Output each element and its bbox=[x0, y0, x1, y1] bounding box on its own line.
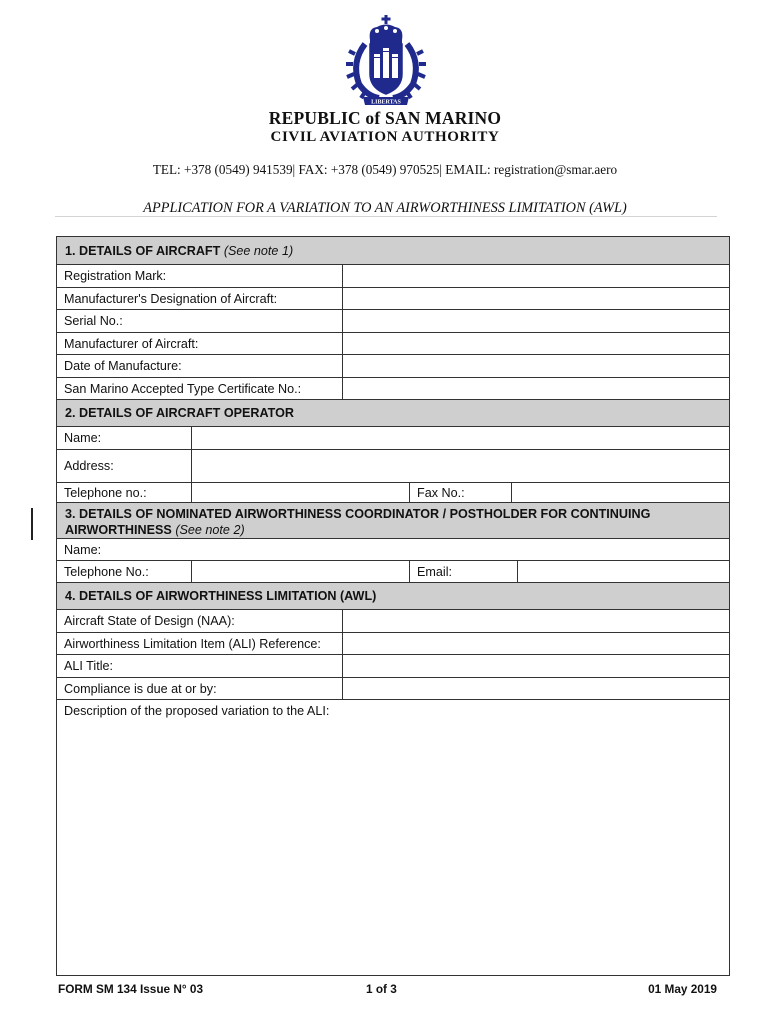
form-row-coordinator-phone-email bbox=[57, 561, 729, 583]
form-row-state-of-design bbox=[57, 610, 729, 633]
coordinator-telephone-field[interactable] bbox=[191, 561, 409, 582]
date-of-manufacture-field[interactable] bbox=[342, 355, 729, 377]
application-form bbox=[56, 236, 730, 976]
manufacturer-field[interactable] bbox=[342, 333, 729, 354]
form-row-ali-reference bbox=[57, 633, 729, 655]
form-row-variation-description bbox=[57, 700, 729, 975]
form-row-registration-mark bbox=[57, 265, 729, 288]
section-1-note: (See note 1) bbox=[223, 243, 294, 258]
form-title: APPLICATION FOR A VARIATION TO AN AIRWORTHINESS LIMITATION (AWL) bbox=[143, 200, 627, 216]
contact-line: TEL: +378 (0549) 941539| FAX: +378 (0549) 970525| EMAIL: registration@smar.aero bbox=[152, 162, 618, 177]
field-label: Telephone No.: bbox=[64, 564, 149, 579]
field-label: Serial No.: bbox=[64, 314, 123, 328]
section-1-title: 1. DETAILS OF AIRCRAFT bbox=[65, 243, 221, 258]
section-3-title-line1: 3. DETAILS OF NOMINATED AIRWORTHINESS COORDINATOR / POSTHOLDER FOR CONTINUING bbox=[65, 507, 651, 521]
form-row-operator-name bbox=[57, 427, 729, 450]
ali-reference-field[interactable] bbox=[342, 633, 729, 654]
coordinator-email-field[interactable] bbox=[517, 561, 729, 582]
form-row-manufacturer bbox=[57, 333, 729, 355]
form-row-serial-no bbox=[57, 310, 729, 333]
ali-title-field[interactable] bbox=[342, 655, 729, 677]
page-title: REPUBLIC of SAN MARINO bbox=[268, 108, 502, 128]
operator-name-field[interactable] bbox=[191, 427, 729, 449]
field-label: Registration Mark: bbox=[64, 269, 167, 283]
field-label: Email: bbox=[409, 561, 517, 582]
field-label: Telephone no.: bbox=[64, 485, 147, 500]
field-label: Date of Manufacture: bbox=[64, 359, 182, 373]
field-label: ALI Title: bbox=[64, 659, 113, 673]
type-certificate-field[interactable] bbox=[342, 378, 729, 399]
serial-no-field[interactable] bbox=[342, 310, 729, 332]
state-of-design-field[interactable] bbox=[342, 610, 729, 632]
title-divider bbox=[55, 216, 717, 217]
page-number: 1 of 3 bbox=[366, 982, 397, 996]
compliance-due-field[interactable] bbox=[342, 678, 729, 699]
form-number: FORM SM 134 Issue N° 03 bbox=[58, 982, 204, 996]
form-row-compliance-due bbox=[57, 678, 729, 700]
form-row-type-certificate bbox=[57, 378, 729, 400]
field-label: Fax No.: bbox=[409, 483, 511, 502]
san-marino-coat-of-arms-icon bbox=[343, 14, 429, 110]
operator-telephone-field[interactable] bbox=[191, 483, 409, 502]
form-row-ali-title bbox=[57, 655, 729, 678]
section-3-note: (See note 2) bbox=[175, 523, 245, 537]
form-row-date-of-manufacture bbox=[57, 355, 729, 378]
operator-fax-field[interactable] bbox=[511, 483, 729, 502]
field-label: Manufacturer's Designation of Aircraft: bbox=[64, 291, 278, 306]
field-label: San Marino Accepted Type Certificate No.: bbox=[64, 381, 302, 396]
manufacturer-designation-field[interactable] bbox=[342, 288, 729, 309]
form-row-operator-address bbox=[57, 450, 729, 483]
field-label: Aircraft State of Design (NAA): bbox=[64, 614, 235, 628]
page-subtitle: CIVIL AVIATION AUTHORITY bbox=[270, 129, 500, 145]
coordinator-name-field[interactable] bbox=[191, 539, 729, 560]
field-label: Address: bbox=[64, 459, 114, 473]
section-2-header bbox=[57, 400, 729, 427]
form-row-manufacturer-designation bbox=[57, 288, 729, 310]
section-3-title-line2: AIRWORTHINESS bbox=[65, 523, 172, 537]
svg-text:LIBERTAS: LIBERTAS bbox=[371, 99, 401, 106]
field-label: Airworthiness Limitation Item (ALI) Reference: bbox=[64, 636, 321, 651]
section-3-header bbox=[57, 503, 729, 539]
section-2-title: 2. DETAILS OF AIRCRAFT OPERATOR bbox=[65, 406, 295, 420]
field-label: Name: bbox=[64, 431, 102, 445]
field-label: Manufacturer of Aircraft: bbox=[64, 336, 199, 351]
form-row-coordinator-name bbox=[57, 539, 729, 561]
field-label: Name: bbox=[64, 542, 102, 557]
section-4-title: 4. DETAILS OF AIRWORTHINESS LIMITATION (AWL) bbox=[65, 589, 377, 603]
revision-bar bbox=[31, 508, 33, 540]
section-1-header bbox=[57, 237, 729, 265]
section-4-header bbox=[57, 583, 729, 610]
field-label: Compliance is due at or by: bbox=[64, 681, 217, 696]
variation-description-field[interactable] bbox=[57, 700, 729, 975]
field-label: Description of the proposed variation to the ALI: bbox=[64, 704, 330, 718]
operator-address-field[interactable] bbox=[191, 450, 729, 482]
form-row-operator-phone-fax bbox=[57, 483, 729, 503]
registration-mark-field[interactable] bbox=[342, 265, 729, 287]
issue-date: 01 May 2019 bbox=[648, 982, 717, 996]
